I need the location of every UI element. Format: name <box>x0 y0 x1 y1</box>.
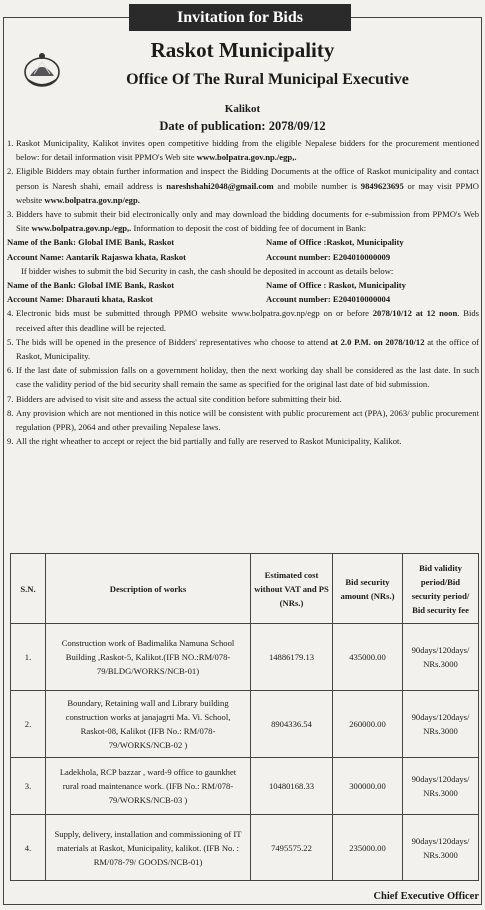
clause-text: and mobile number is <box>273 180 361 191</box>
clause-number: 4. <box>7 308 14 319</box>
clause-number: 1. <box>7 138 14 148</box>
account-name: Account Name: Dharauti khata, Raskot <box>7 294 153 305</box>
table-row <box>11 815 479 881</box>
clause-7 <box>7 392 479 406</box>
row-security: 300000.00 <box>333 758 403 815</box>
clause-text: Information to deposit the cost of bidding fee of document in Bank: <box>131 223 367 234</box>
publication-date <box>0 119 485 134</box>
clause-9 <box>7 434 479 448</box>
office-name: Office Of The Rural Municipal Executive <box>126 71 409 88</box>
clause-text: or may visit PPMO website <box>16 180 479 205</box>
bank-details-1 <box>7 235 479 249</box>
row-description: Ladekhola, RCP bazzar , ward-9 office to gaunkhet rural road maintenance work. (IFB No.: RM/078-79/WORKS/NCB-03 ) <box>46 758 251 815</box>
clause-text: Raskot Municipality, Kalikot invites open competitive bidding from the eligible Nepalese bidders for the procurement mentioned below: for detail information visit PPMO's Web site <box>16 138 479 163</box>
cash-note: If bidder wishes to submit the bid Security in cash, the cash should be deposited in account as details below: <box>21 265 394 276</box>
clause-text: Any provision which are not mentioned in this notice will be consistent with public procurement act (PPA), 2063/ public procurement regulation (PPR), 2064 and other prevailing Nepalese laws. <box>16 407 479 433</box>
office-name-field: Name of Office : Raskot, Municipality <box>266 280 406 291</box>
clause-number: 8. <box>7 407 14 418</box>
header-estimated-cost: Estimated cost without VAT and PS (NRs.) <box>251 554 333 624</box>
bank-name: Name of the Bank: Global IME Bank, Raskot <box>7 280 175 291</box>
clause-number: 7. <box>7 393 14 404</box>
district-name: Kalikot <box>224 103 261 115</box>
organization-name: Raskot Municipality <box>150 38 335 62</box>
clause-1 <box>7 136 479 164</box>
notice-banner: Invitation for Bids <box>129 4 351 31</box>
publication-date-value: 2078/09/12 <box>268 119 326 133</box>
clause-text: at the office of Raskot, Municipality. <box>16 336 480 362</box>
account-name: Account Name: Aantarik Rajaswa khata, Raskot <box>7 251 187 262</box>
header-bid-security: Bid security amount (NRs.) <box>333 554 403 624</box>
header-sn: S.N. <box>11 554 46 624</box>
submission-deadline: 2078/10/12 at 12 noon <box>372 308 458 319</box>
office-name-field: Name of Office :Raskot, Municipality <box>266 237 404 248</box>
row-validity: 90days/120days/ NRs.3000 <box>403 758 479 815</box>
clause-8 <box>7 406 479 434</box>
clause-text: Eligible Bidders may obtain further information and inspect the Bidding Documents at the office of Raskot municipality and contact person is Naresh shahi, email address is <box>16 166 479 191</box>
bid-opening-time: at 2.0 P.M. on 2078/10/12 <box>330 336 425 347</box>
clause-text: . Bids received after this deadline will be rejected. <box>16 308 479 333</box>
clause-2 <box>7 164 479 207</box>
clause-text: Electronic bids must be submitted through PPMO website www.bolpatra.gov.np/egp on or before <box>16 308 373 319</box>
clause-number: 3. <box>7 209 14 220</box>
row-sn: 3. <box>11 758 46 815</box>
contact-email[interactable]: nareshshahi2048@gmail.com <box>166 180 274 191</box>
clause-3 <box>7 207 479 235</box>
row-description: Construction work of Badimalika Namuna School Building ,Raskot-5, Kalikot.(IFB NO.:RM/078-79/BLDG/WORKS/NCB-01) <box>46 624 251 691</box>
row-description: Supply, delivery, installation and commissioning of IT materials at Raskot, Municipality, kalikot. (IFB No. : RM/078-79/ GOODS/NCB-01) <box>46 815 251 881</box>
row-description: Boundary, Retaining wall and Library building construction works at janajagrti Ma. Vi. School, Raskot-08, Kalikot (IFB No.: RM/078-79/WORKS/NCB-02 ) <box>46 691 251 758</box>
row-cost: 8904336.54 <box>251 691 333 758</box>
account-number: Account number: E204010000009 <box>266 251 391 262</box>
clause-text: Bidders have to submit their bid electronically only and may download the bidding documents for e-submission from PPMO's Web Site <box>16 209 479 234</box>
notice-clauses <box>7 136 479 448</box>
bank-name: Name of the Bank: Global IME Bank, Raskot <box>7 237 175 248</box>
row-cost: 7495575.22 <box>251 815 333 881</box>
bank-details-2 <box>7 278 479 292</box>
row-cost: 14886179.13 <box>251 624 333 691</box>
header-description: Description of works <box>46 554 251 624</box>
publication-date-label: Date of publication: <box>159 119 266 133</box>
clause-6 <box>7 363 479 391</box>
clause-text: Bidders are advised to visit site and assess the actual site condition before submitting their bid. <box>16 393 342 404</box>
bank-account-2 <box>7 292 479 306</box>
clause-5 <box>7 335 479 363</box>
row-validity: 90days/120days/ NRs.3000 <box>403 691 479 758</box>
table-row <box>11 624 479 691</box>
clause-4 <box>7 306 479 334</box>
row-validity: 90days/120days/ NRs.3000 <box>403 624 479 691</box>
works-table <box>10 553 479 881</box>
signature-title: Chief Executive Officer <box>373 891 479 902</box>
row-sn: 4. <box>11 815 46 881</box>
row-validity: 90days/120days/ NRs.3000 <box>403 815 479 881</box>
clause-text: The bids will be opened in the presence of Bidders' representatives who choose to attend <box>16 336 331 347</box>
table-row <box>11 691 479 758</box>
row-security: 260000.00 <box>333 691 403 758</box>
table-header-row <box>11 554 479 624</box>
table-row <box>11 758 479 815</box>
bank-account-1 <box>7 250 479 264</box>
row-security: 235000.00 <box>333 815 403 881</box>
row-sn: 1. <box>11 624 46 691</box>
clause-number: 5. <box>7 336 14 347</box>
row-security: 435000.00 <box>333 624 403 691</box>
ppmo-link[interactable]: www.bolpatra.gov.np/egp. <box>44 194 140 205</box>
clause-number: 9. <box>7 436 14 447</box>
row-cost: 10480168.33 <box>251 758 333 815</box>
clause-number: 2. <box>7 166 14 177</box>
clause-text: All the right wheather to accept or reject the bid partially and fully are reserved to Raskot Municipality, Kalikot. <box>16 436 402 447</box>
header-bid-validity: Bid validity period/Bid security period/ Bid security fee <box>403 554 479 624</box>
clause-number: 6. <box>7 365 14 376</box>
account-number: Account number: E204010000004 <box>266 294 391 305</box>
contact-mobile: 9849623695 <box>360 180 404 191</box>
ppmo-link[interactable]: www.bolpatra.gov.np./egp,. <box>196 152 297 163</box>
ppmo-link[interactable]: www.bolpatra.gov.np./egp,. <box>31 223 132 234</box>
row-sn: 2. <box>11 691 46 758</box>
clause-text: If the last date of submission falls on a government holiday, then the next working day shall be considered as the last date. In such case the validity period of the bid security shall remain the same as specified for the original last date of bid submission. <box>16 365 479 390</box>
